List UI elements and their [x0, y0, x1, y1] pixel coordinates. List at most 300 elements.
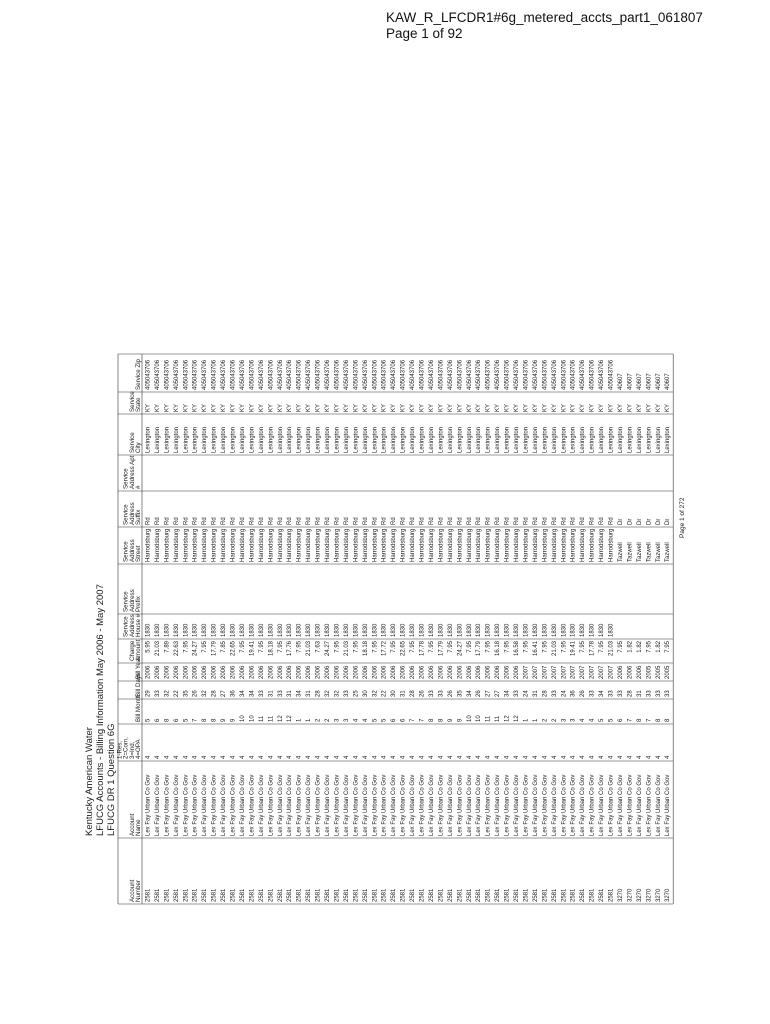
table-cell: 405043706: [438, 359, 445, 390]
table-cell: Lexington: [447, 426, 454, 453]
table-cell: 2581: [325, 888, 331, 902]
table-cell: 22.65: [230, 641, 237, 657]
table-cell: 4: [542, 755, 549, 759]
column-header: Charge: [128, 640, 136, 661]
table-cell: 1: [296, 718, 303, 722]
table-cell: Lexington: [164, 426, 171, 453]
table-cell: 2581: [353, 888, 360, 902]
table-cell: 1830: [466, 623, 473, 637]
table-cell: Harrodsburg: [580, 528, 587, 562]
table-cell: Harrodsburg: [589, 528, 596, 562]
table-cell: Rd: [485, 517, 492, 525]
table-cell: 31: [532, 690, 539, 697]
table-cell: 7.95: [334, 641, 341, 653]
table-cell: 8: [211, 718, 218, 722]
table-cell: Rd: [353, 517, 360, 525]
table-cell: 4: [428, 755, 435, 759]
table-cell: Lex Fay Urban Co Gov: [599, 774, 606, 836]
column-header: Suffix: [135, 509, 142, 525]
table-cell: Rd: [258, 517, 265, 525]
table-cell: 2007: [608, 665, 615, 679]
table-cell: 405043706: [372, 359, 379, 390]
table-cell: 1830: [447, 623, 454, 637]
table-cell: Lex Fay Urban Co Gov: [400, 774, 407, 836]
table-cell: KY: [476, 403, 483, 412]
table-cell: Harrodsburg: [145, 528, 152, 562]
table-cell: 2006: [315, 665, 322, 679]
table-cell: Lexington: [249, 426, 256, 453]
table-cell: Lex Fay Urban Co Gov: [636, 774, 643, 836]
table-cell: 405043706: [154, 359, 161, 390]
table-cell: 4: [495, 755, 502, 759]
table-cell: Harrodsburg: [287, 528, 294, 562]
table-cell: Lexington: [362, 426, 369, 453]
table-cell: 405043706: [192, 359, 199, 390]
table-cell: 4: [296, 755, 303, 759]
table-cell: 2007: [570, 665, 577, 679]
table-cell: 4: [334, 755, 341, 759]
column-header: State: [135, 397, 142, 412]
table-cell: Rd: [249, 517, 256, 525]
table-cell: 2581: [306, 888, 313, 902]
table-cell: 9: [221, 718, 228, 722]
table-cell: 22.65: [400, 641, 407, 657]
table-cell: 33: [617, 690, 624, 697]
table-row: [155, 359, 161, 902]
table-cell: KY: [258, 403, 265, 412]
table-cell: 2581: [400, 888, 407, 902]
table-cell: 2006: [466, 665, 473, 679]
table-cell: 2006: [211, 665, 218, 679]
table-cell: 1830: [362, 623, 369, 637]
table-cell: 33: [428, 690, 435, 697]
table-row: [599, 359, 605, 902]
table-cell: 33: [343, 690, 350, 697]
column-header: Bill Month: [135, 694, 142, 722]
table-cell: 1830: [419, 623, 426, 637]
table-cell: 405043706: [495, 359, 502, 390]
table-cell: 2007: [599, 665, 606, 679]
table-cell: KY: [268, 403, 275, 412]
table-row: [637, 373, 643, 902]
table-cell: 6: [617, 718, 624, 722]
table-cell: 7.95: [485, 641, 492, 653]
table-cell: 17.76: [287, 641, 294, 657]
table-cell: 405043706: [570, 359, 577, 390]
table-cell: 17.72: [381, 641, 388, 657]
table-cell: 7.63: [315, 641, 322, 653]
table-body: [145, 359, 671, 902]
table-cell: 30: [362, 690, 369, 697]
table-cell: 405043706: [249, 359, 256, 390]
table-cell: Rd: [287, 517, 294, 525]
table-row: [174, 359, 180, 902]
table-cell: Tazwell: [636, 542, 643, 562]
table-cell: Lexington: [438, 426, 445, 453]
table-row: [231, 359, 237, 902]
table-cell: 4: [466, 755, 473, 759]
table-cell: Harrodsburg: [230, 528, 237, 562]
table-cell: 7.95: [296, 641, 303, 653]
table-cell: Lexington: [192, 426, 199, 453]
table-cell: Harrodsburg: [608, 528, 615, 562]
table-cell: 1830: [391, 623, 398, 637]
table-cell: 2581: [589, 888, 596, 902]
table-cell: 3270: [627, 888, 634, 902]
table-cell: KY: [646, 403, 653, 412]
table-cell: 22: [173, 690, 180, 697]
column-header: 4=OPA: [135, 739, 142, 759]
table-row: [646, 373, 652, 902]
table-cell: 1830: [381, 623, 388, 637]
table-cell: 2581: [372, 888, 379, 902]
table-cell: 1830: [410, 623, 417, 637]
table-cell: 7.95: [353, 641, 360, 653]
table-cell: 1830: [428, 623, 435, 637]
table-cell: Rd: [447, 517, 454, 525]
table-cell: KY: [230, 403, 237, 412]
table-row: [618, 373, 624, 902]
table-cell: 2581: [599, 888, 606, 902]
table-cell: 4: [239, 755, 246, 759]
table-cell: 21.03: [551, 641, 558, 657]
table-cell: 405043706: [532, 359, 539, 390]
report-title-question: LFUCG DR 1 Question 6G: [106, 723, 117, 836]
table-cell: Lex Fay Urban Co Gov: [154, 774, 161, 836]
table-cell: 24: [561, 690, 568, 697]
table-cell: 7.95: [428, 641, 435, 653]
table-cell: Harrodsburg: [410, 528, 417, 562]
table-cell: 1: [532, 718, 539, 722]
table-cell: 2581: [239, 888, 246, 902]
table-cell: 2581: [551, 888, 558, 902]
table-cell: 405043706: [391, 359, 398, 390]
table-cell: Rd: [183, 517, 190, 525]
table-cell: Harrodsburg: [258, 528, 265, 562]
table-cell: 9: [447, 718, 454, 722]
table-cell: 6: [400, 718, 407, 722]
table-cell: Lexington: [343, 426, 350, 453]
table-cell: 7.95: [599, 641, 606, 653]
table-cell: Lexington: [504, 426, 511, 453]
table-cell: Lexington: [145, 426, 152, 453]
table-cell: 33: [655, 690, 662, 697]
table-cell: 2006: [410, 665, 417, 679]
table-cell: Harrodsburg: [466, 528, 473, 562]
table-cell: Lex Fay Urban Co Gov: [532, 774, 539, 836]
table-row: [259, 359, 265, 902]
table-cell: 8: [164, 718, 171, 722]
table-cell: 4: [646, 755, 653, 759]
table-cell: Lex Fay Urban Co Gov: [372, 774, 379, 836]
table-row: [542, 359, 548, 902]
table-cell: 1: [306, 718, 313, 722]
table-cell: 2006: [362, 665, 369, 679]
table-cell: Rd: [296, 517, 303, 525]
table-cell: KY: [410, 403, 417, 412]
table-cell: 2581: [428, 888, 435, 902]
column-header: Address: [128, 614, 136, 637]
table-cell: 33: [589, 690, 596, 697]
table-cell: Harrodsburg: [315, 528, 322, 562]
table-cell: KY: [325, 403, 331, 412]
table-cell: Harrodsburg: [438, 528, 445, 562]
column-header: Service Zip: [135, 359, 142, 390]
table-row: [552, 359, 558, 902]
table-cell: 33: [514, 690, 520, 697]
table-cell: 1: [523, 718, 530, 722]
table-cell: KY: [183, 403, 190, 412]
table-cell: 2006: [164, 665, 171, 679]
table-cell: Rd: [145, 517, 152, 525]
table-cell: 1830: [570, 623, 577, 637]
table-cell: Lexington: [353, 426, 360, 453]
table-cell: 12: [287, 715, 294, 722]
table-cell: 26: [447, 690, 454, 697]
table-cell: Lexington: [514, 426, 520, 453]
column-header: Address: [128, 539, 136, 562]
table-cell: 2581: [164, 888, 171, 902]
table-cell: KY: [428, 403, 435, 412]
table-cell: 4: [514, 755, 520, 759]
table-row: [665, 373, 671, 902]
table-cell: KY: [192, 403, 199, 412]
table-row: [268, 359, 274, 902]
table-cell: 7.95: [277, 641, 284, 653]
table-cell: Harrodsburg: [485, 528, 492, 562]
table-cell: 5: [183, 718, 190, 722]
table-row: [202, 359, 208, 902]
table-cell: 2581: [485, 888, 492, 902]
table-cell: Harrodsburg: [551, 528, 558, 562]
table-row: [183, 359, 189, 902]
table-cell: KY: [154, 403, 161, 412]
table-cell: Rd: [306, 517, 313, 525]
table-cell: 4: [485, 755, 492, 759]
table-cell: Lex Fay Urban Co Gov: [438, 774, 445, 836]
table-cell: 2007: [532, 665, 539, 679]
table-row: [240, 359, 246, 902]
table-cell: KY: [362, 403, 369, 412]
table-row: [391, 359, 397, 902]
table-cell: 2581: [466, 888, 473, 902]
report-title-description: LFUCG Accounts - Billing Information May 2006 - May 2007: [95, 584, 106, 836]
table-cell: Rd: [334, 517, 341, 525]
table-cell: 34: [239, 690, 246, 697]
table-cell: 32: [164, 690, 171, 697]
table-cell: 1830: [154, 623, 161, 637]
table-cell: 3270: [665, 888, 672, 902]
table-cell: KY: [343, 403, 350, 412]
table-cell: 405043706: [306, 359, 313, 390]
table-cell: KY: [334, 403, 341, 412]
column-header: Service: [122, 504, 130, 525]
table-cell: 4: [627, 755, 634, 759]
table-cell: 7.95: [239, 641, 246, 653]
table-row: [410, 359, 416, 902]
table-cell: 1830: [296, 623, 303, 637]
table-row: [249, 359, 255, 902]
table-cell: 3270: [617, 888, 624, 902]
table-cell: 24: [523, 690, 530, 697]
table-cell: 6: [173, 718, 180, 722]
column-header: Bill Year: [135, 656, 142, 679]
table-cell: 2007: [551, 665, 558, 679]
table-cell: 2581: [523, 888, 530, 902]
table-cell: 4: [353, 718, 360, 722]
table-cell: 2006: [485, 665, 492, 679]
table-cell: 32: [202, 690, 209, 697]
table-row: [212, 359, 218, 902]
table-cell: 1830: [514, 623, 520, 637]
table-cell: 3: [570, 718, 577, 722]
table-cell: 2581: [532, 888, 539, 902]
table-cell: Lexington: [173, 426, 180, 453]
document-header: [386, 10, 703, 42]
table-cell: Tazwell: [646, 542, 653, 562]
table-cell: 2006: [334, 665, 341, 679]
table-cell: 405043706: [589, 359, 596, 390]
table-cell: Harrodsburg: [268, 528, 275, 562]
table-cell: 27: [495, 690, 502, 697]
table-cell: Lexington: [608, 426, 615, 453]
table-cell: Lexington: [570, 426, 577, 453]
table-cell: 25: [353, 690, 360, 697]
table-cell: Rd: [239, 517, 246, 525]
table-cell: Harrodsburg: [221, 528, 228, 562]
table-cell: 1830: [192, 623, 199, 637]
table-cell: 40607: [646, 373, 653, 390]
table-cell: Rd: [381, 517, 388, 525]
table-cell: Lex Fay Urban Co Gov: [570, 774, 577, 836]
table-cell: 405043706: [599, 359, 606, 390]
table-cell: 17.78: [589, 641, 596, 657]
table-cell: 2581: [145, 888, 152, 902]
table-cell: 29: [145, 690, 152, 697]
table-cell: 4: [164, 755, 171, 759]
table-cell: 2006: [277, 665, 284, 679]
table-cell: KY: [287, 403, 294, 412]
table-cell: Lex Fay Urban Co Gov: [353, 774, 360, 836]
table-cell: 12: [504, 715, 511, 722]
table-cell: 33: [551, 690, 558, 697]
table-cell: Harrodsburg: [570, 528, 577, 562]
table-cell: 405043706: [400, 359, 407, 390]
table-row: [420, 359, 426, 902]
table-cell: 2581: [476, 888, 483, 902]
table-cell: 3270: [646, 888, 653, 902]
table-grid: [118, 354, 673, 904]
table-cell: 405043706: [428, 359, 435, 390]
table-cell: Lexington: [325, 426, 331, 453]
table-cell: Rd: [532, 517, 539, 525]
table-cell: 2007: [523, 665, 530, 679]
table-cell: Lexington: [400, 426, 407, 453]
table-cell: 2581: [287, 888, 294, 902]
table-cell: KY: [627, 403, 634, 412]
table-cell: 27: [485, 690, 492, 697]
table-cell: Lex Fay Urban Co Gov: [495, 774, 502, 836]
column-header: 3=Ind,: [128, 741, 136, 759]
table-cell: KY: [277, 403, 284, 412]
table-cell: Lexington: [589, 426, 596, 453]
table-cell: KY: [514, 403, 520, 412]
table-cell: Lex Fay Urban Co Gov: [476, 774, 483, 836]
table-row: [145, 359, 151, 902]
table-cell: 9: [457, 718, 464, 722]
table-cell: Lex Fay Urban Co Gov: [665, 774, 672, 836]
table-cell: Lex Fay Urban Co Gov: [608, 774, 615, 836]
table-cell: Rd: [561, 517, 568, 525]
table-cell: 7.95: [665, 641, 672, 653]
table-cell: Lexington: [580, 426, 587, 453]
table-row: [448, 359, 454, 902]
table-cell: 28: [410, 690, 417, 697]
table-cell: 7.95: [523, 641, 530, 653]
table-cell: 4: [438, 755, 445, 759]
table-cell: 33: [277, 690, 284, 697]
table-cell: KY: [239, 403, 246, 412]
document-id: KAW_R_LFCDR1#6g_metered_accts_part1_061807: [386, 10, 703, 25]
table-cell: 17.78: [419, 641, 426, 657]
table-cell: Dr: [627, 518, 634, 525]
table-cell: Harrodsburg: [249, 528, 256, 562]
table-cell: 4: [410, 755, 417, 759]
table-cell: Lexington: [523, 426, 530, 453]
table-cell: 22.63: [173, 641, 180, 657]
column-header: Address: [128, 502, 136, 525]
table-cell: 1830: [542, 623, 549, 637]
table-cell: Lexington: [258, 426, 265, 453]
table-cell: 1830: [400, 623, 407, 637]
table-cell: Rd: [325, 517, 331, 525]
table-cell: 7.95: [466, 641, 473, 653]
table-cell: 7.95: [372, 641, 379, 653]
table-cell: 405043706: [221, 359, 228, 390]
table-cell: 405043706: [447, 359, 454, 390]
table-cell: KY: [495, 403, 502, 412]
table-cell: Harrodsburg: [495, 528, 502, 562]
table-cell: 2: [542, 718, 549, 722]
table-cell: 2: [551, 718, 558, 722]
table-cell: Lex Fay Urban Co Gov: [551, 774, 558, 836]
table-cell: 22: [381, 690, 388, 697]
table-cell: 2581: [580, 888, 587, 902]
table-cell: 2581: [277, 888, 284, 902]
table-cell: 1830: [211, 623, 218, 637]
table-cell: 24.27: [457, 641, 464, 657]
table-cell: KY: [617, 403, 624, 412]
table-cell: 4: [599, 755, 606, 759]
table-cell: 11: [495, 715, 502, 722]
table-cell: Rd: [410, 517, 417, 525]
table-cell: 9: [230, 718, 237, 722]
table-cell: Lex Fay Urban Co Gov: [580, 774, 587, 836]
table-cell: Harrodsburg: [334, 528, 341, 562]
table-cell: KY: [542, 403, 549, 412]
table-row: [306, 359, 312, 902]
column-header: Service: [122, 541, 130, 562]
table-cell: 4: [570, 755, 577, 759]
table-cell: 4: [617, 755, 624, 759]
table-row: [297, 359, 303, 902]
table-cell: 405043706: [485, 359, 492, 390]
column-header: Number: [135, 879, 142, 902]
table-cell: 2006: [325, 665, 331, 679]
table-row: [580, 359, 586, 902]
table-cell: Lex Fay Urban Co Gov: [183, 774, 190, 836]
table-cell: 2006: [353, 665, 360, 679]
